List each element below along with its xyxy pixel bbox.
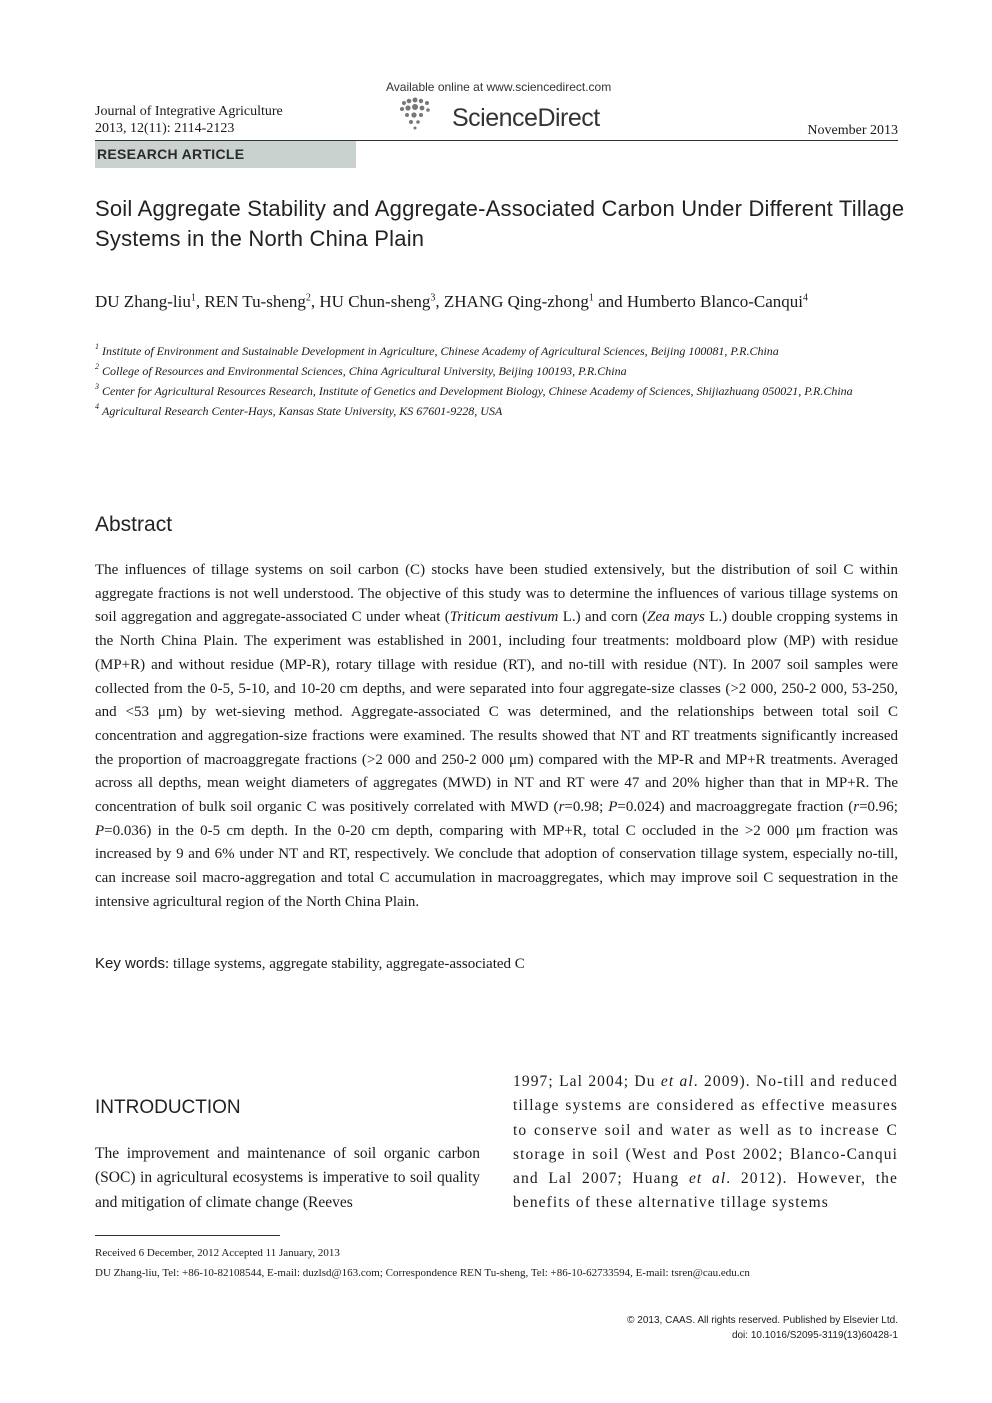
affiliation-number: 4: [95, 402, 99, 411]
species-name: Triticum aestivum: [449, 609, 559, 626]
contact-info: DU Zhang-liu, Tel: +86-10-82108544, E-mail: duzlsd@163.com; Correspondence REN Tu-sheng, Tel: +86-10-62733594, E-mail: tsren@cau.edu.cn: [95, 1267, 750, 1279]
author-separator: ,: [435, 292, 444, 311]
affiliation-item: [95, 401, 898, 421]
author-affiliation-ref: 1: [190, 292, 196, 304]
footnote-divider: [95, 1235, 280, 1236]
species-name: Zea mays: [647, 609, 705, 626]
author-name[interactable]: Humberto Blanco-Canqui: [626, 292, 803, 311]
affiliation-number: 3: [95, 382, 99, 391]
introduction-left-column: [95, 1142, 480, 1215]
affiliation-text: Institute of Environment and Sustainable Development in Agriculture, Chinese Academy of Agricultural Sciences, Beijing 100081, P.R.China: [102, 344, 779, 358]
affiliation-item: [95, 381, 898, 401]
author-separator: ,: [195, 292, 205, 311]
copyright-notice: © 2013, CAAS. All rights reserved. Published by Elsevier Ltd.: [627, 1315, 898, 1326]
stat-symbol: r: [558, 799, 565, 816]
author-affiliation-ref: 4: [802, 292, 808, 304]
abstract-paragraph: The influences of tillage systems on soil carbon (C) stocks have been studied extensively, but the distribution of soil C within aggregate fractions is not well understood. The objective of this study was to determine the influences of various tillage systems on soil aggregation and aggregate-associated C under wheat (Triticum aestivum L.) and corn (Zea mays L.) double cropping systems in the North China Plain. The experiment was established in 2001, including four treatments: moldboard plow (MP) with residue (MP+R) and without residue (MP-R), rotary tillage with residue (RT), and no-till with residue (NT). In 2007 soil samples were collected from the 0-5, 5-10, and 10-20 cm depths, and were separated into four aggregate-size classes (>2 000, 250-2 000, 53-250, and <53 μm) by wet-sieving method. Aggregate-associated C was determined, and the relationships between total soil C concentration and aggregation-size fractions were examined. The results showed that NT and RT treatments significantly increased the proportion of macroaggregate fractions (>2 000 and 250-2 000 μm) compared with the MP-R and MP+R treatments. Averaged across all depths, mean weight diameters of aggregates (MWD) in NT and RT were 47 and 20% higher than that in MP+R. The concentration of bulk soil organic C was positively correlated with MWD (r=0.98; P=0.024) and macroaggregate fraction (r=0.96; P=0.036) in the 0-5 cm depth. In the 0-20 cm depth, comparing with MP+R, total C occluded in the >2 000 μm fraction was increased by 9 and 6% under NT and RT, respectively. We conclude that adoption of conservation tillage system, especially no-till, can increase soil macro-aggregation and total C accumulation in macroaggregates, which may improve soil C sequestration in the intensive agricultural region of the North China Plain.: [95, 562, 899, 910]
affiliation-text: College of Resources and Environmental Sciences, China Agricultural University, Beijing 100193, P.R.China: [102, 364, 627, 378]
keywords-label: Key words: [95, 955, 166, 972]
author-name[interactable]: REN Tu-sheng: [204, 292, 306, 311]
abstract-body: [95, 559, 898, 915]
author-name[interactable]: ZHANG Qing-zhong: [443, 292, 589, 311]
received-dates: Received 6 December, 2012 Accepted 11 January, 2013: [95, 1247, 340, 1259]
stat-symbol: P: [95, 822, 105, 839]
sciencedirect-logo-text: ScienceDirect: [452, 104, 600, 132]
introduction-paragraph: The improvement and maintenance of soil organic carbon (SOC) in agricultural ecosystems is imperative to soil quality and mitigation of climate change (Reeves: [95, 1145, 480, 1211]
author-affiliation-ref: 3: [430, 292, 436, 304]
author-list: [95, 292, 900, 312]
introduction-right-column: [513, 1070, 898, 1216]
affiliation-number: 2: [95, 362, 99, 371]
affiliation-text: Agricultural Research Center-Hays, Kansas State University, KS 67601-9228, USA: [102, 404, 503, 418]
journal-volume: 2013, 12(11): 2114-2123: [95, 121, 235, 136]
introduction-paragraph: 1997; Lal 2004; Du et al. 2009). No-till and reduced tillage systems are considered as effective measures to conserve soil and water as well as to increase C storage in soil (West and Post 2002; Blanco-Canqui and Lal 2007; Huang et al. 2012). However, the benefits of these alternative tillage systems: [513, 1073, 899, 1212]
author-affiliation-ref: 1: [588, 292, 594, 304]
affiliation-item: [95, 341, 898, 361]
affiliation-text: Center for Agricultural Resources Research, Institute of Genetics and Development Biology, Chinese Academy of Sciences, Shijiazhuang 050021, P.R.China: [102, 384, 853, 398]
et-al: et al: [660, 1073, 694, 1090]
article-title: Soil Aggregate Stability and Aggregate-Associated Carbon Under Different Tillage Systems in the North China Plain: [95, 196, 905, 251]
author-separator: and: [593, 292, 627, 311]
doi-link[interactable]: doi: 10.1016/S2095-3119(13)60428-1: [731, 1330, 898, 1341]
author-name[interactable]: DU Zhang-liu: [95, 292, 191, 311]
stat-symbol: P: [608, 799, 618, 816]
affiliation-number: 1: [95, 342, 99, 351]
journal-name: Journal of Integrative Agriculture: [95, 104, 283, 119]
affiliation-item: [95, 361, 898, 381]
introduction-heading: INTRODUCTION: [95, 1097, 241, 1118]
keywords: [95, 955, 898, 973]
publication-date: November 2013: [807, 123, 898, 138]
author-name[interactable]: HU Chun-sheng: [319, 292, 431, 311]
available-online-link[interactable]: Available online at www.sciencedirect.com: [386, 80, 612, 94]
et-al: et al: [688, 1170, 727, 1188]
stat-symbol: r: [853, 799, 860, 816]
sciencedirect-logo-icon: [398, 96, 438, 132]
author-affiliation-ref: 2: [305, 292, 311, 304]
affiliation-list: [95, 341, 898, 421]
article-type-banner: RESEARCH ARTICLE: [95, 141, 356, 168]
abstract-heading: Abstract: [95, 513, 173, 536]
author-separator: ,: [310, 292, 320, 311]
keywords-text: : tillage systems, aggregate stability, aggregate-associated C: [165, 956, 525, 972]
